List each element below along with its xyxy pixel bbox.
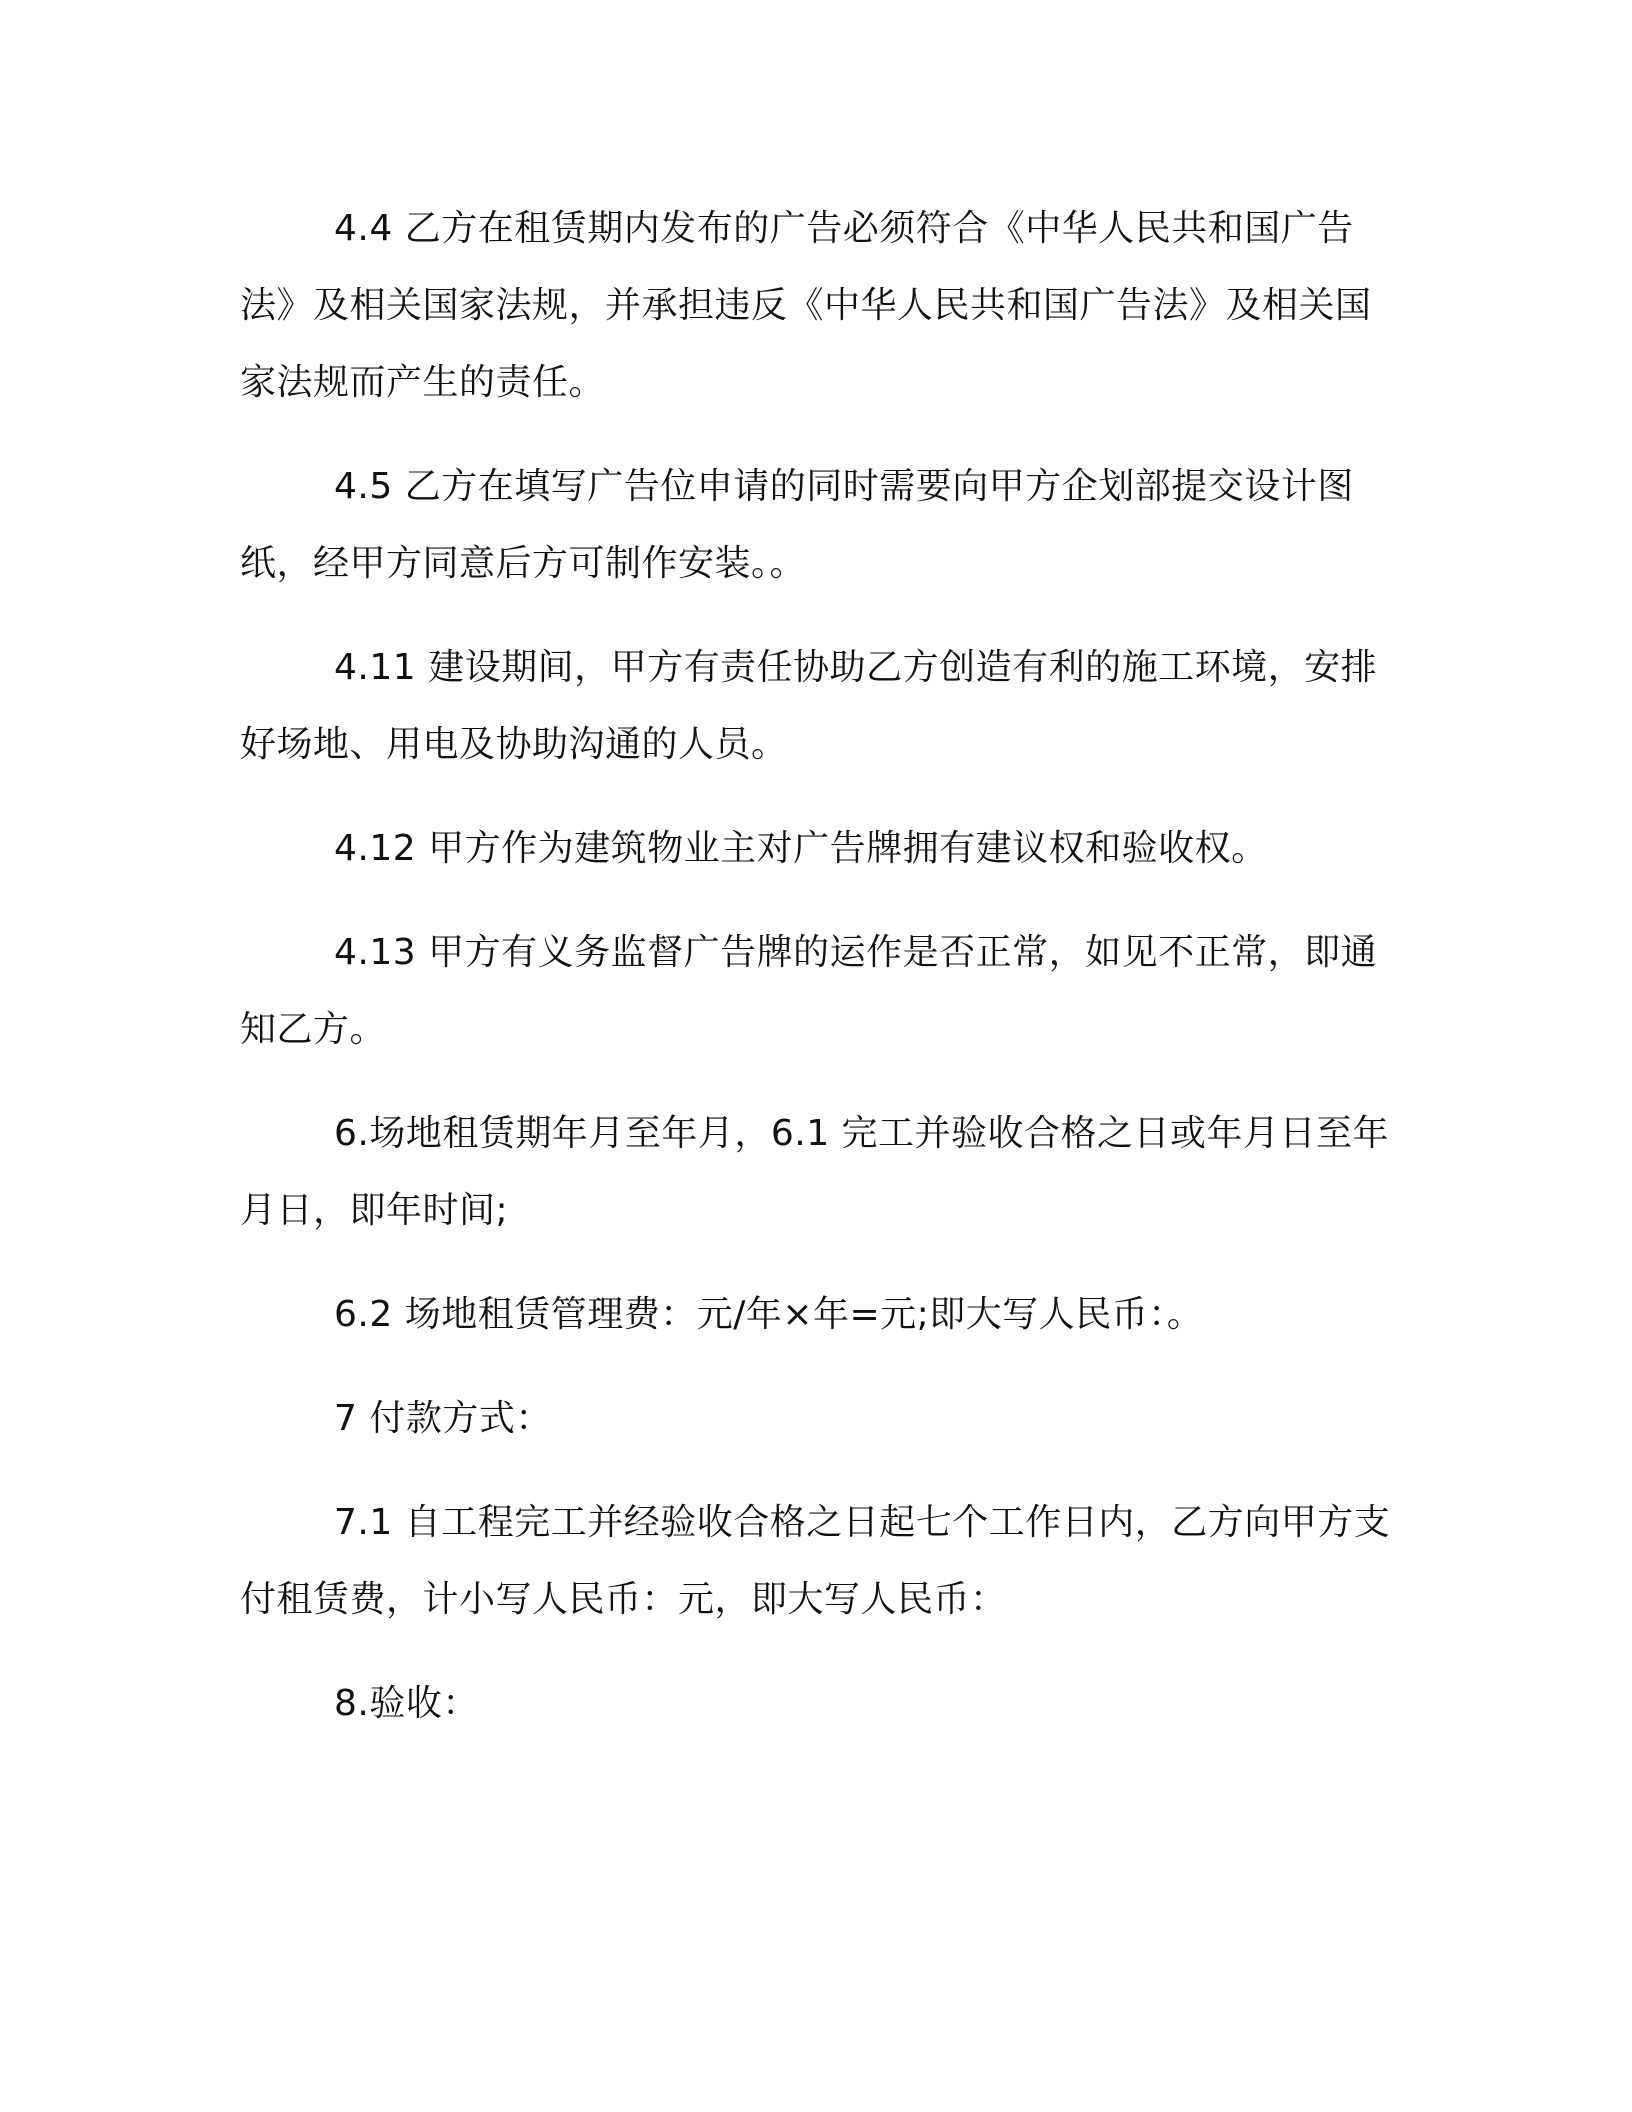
clause-7-1-payment: 7.1 自工程完工并经验收合格之日起七个工作日内，乙方向甲方支付租赁费，计小写人民币：元，即大写人民币：: [240, 1502, 1391, 1620]
clause-4-13: 4.13 甲方有义务监督广告牌的运作是否正常，如见不正常，即通知乙方。: [240, 932, 1378, 1050]
clause-4-5: 4.5 乙方在填写广告位申请的同时需要向甲方企划部提交设计图纸，经甲方同意后方可制作安装。。: [240, 466, 1354, 584]
clause-6-lease-term: 6.场地租赁期年月至年月，6.1 完工并验收合格之日或年月日至年月日，即年时间;: [240, 1113, 1390, 1231]
document-body: [240, 190, 1392, 1769]
clause-4-12: 4.12 甲方作为建筑物业主对广告牌拥有建议权和验收权。: [334, 828, 1268, 869]
clause-4-11: 4.11 建设期间，甲方有责任协助乙方创造有利的施工环境，安排好场地、用电及协助沟通的人员。: [240, 647, 1378, 765]
clause-6-2-fee: 6.2 场地租赁管理费：元/年×年=元;即大写人民币：。: [334, 1294, 1204, 1335]
clause-8-acceptance-heading: 8.验收：: [334, 1683, 479, 1724]
clause-7-payment-heading: 7 付款方式：: [334, 1398, 552, 1439]
clause-4-4: 4.4 乙方在租赁期内发布的广告必须符合《中华人民共和国广告法》及相关国家法规，并承担违反《中华人民共和国广告法》及相关国家法规而产生的责任。: [240, 208, 1372, 403]
